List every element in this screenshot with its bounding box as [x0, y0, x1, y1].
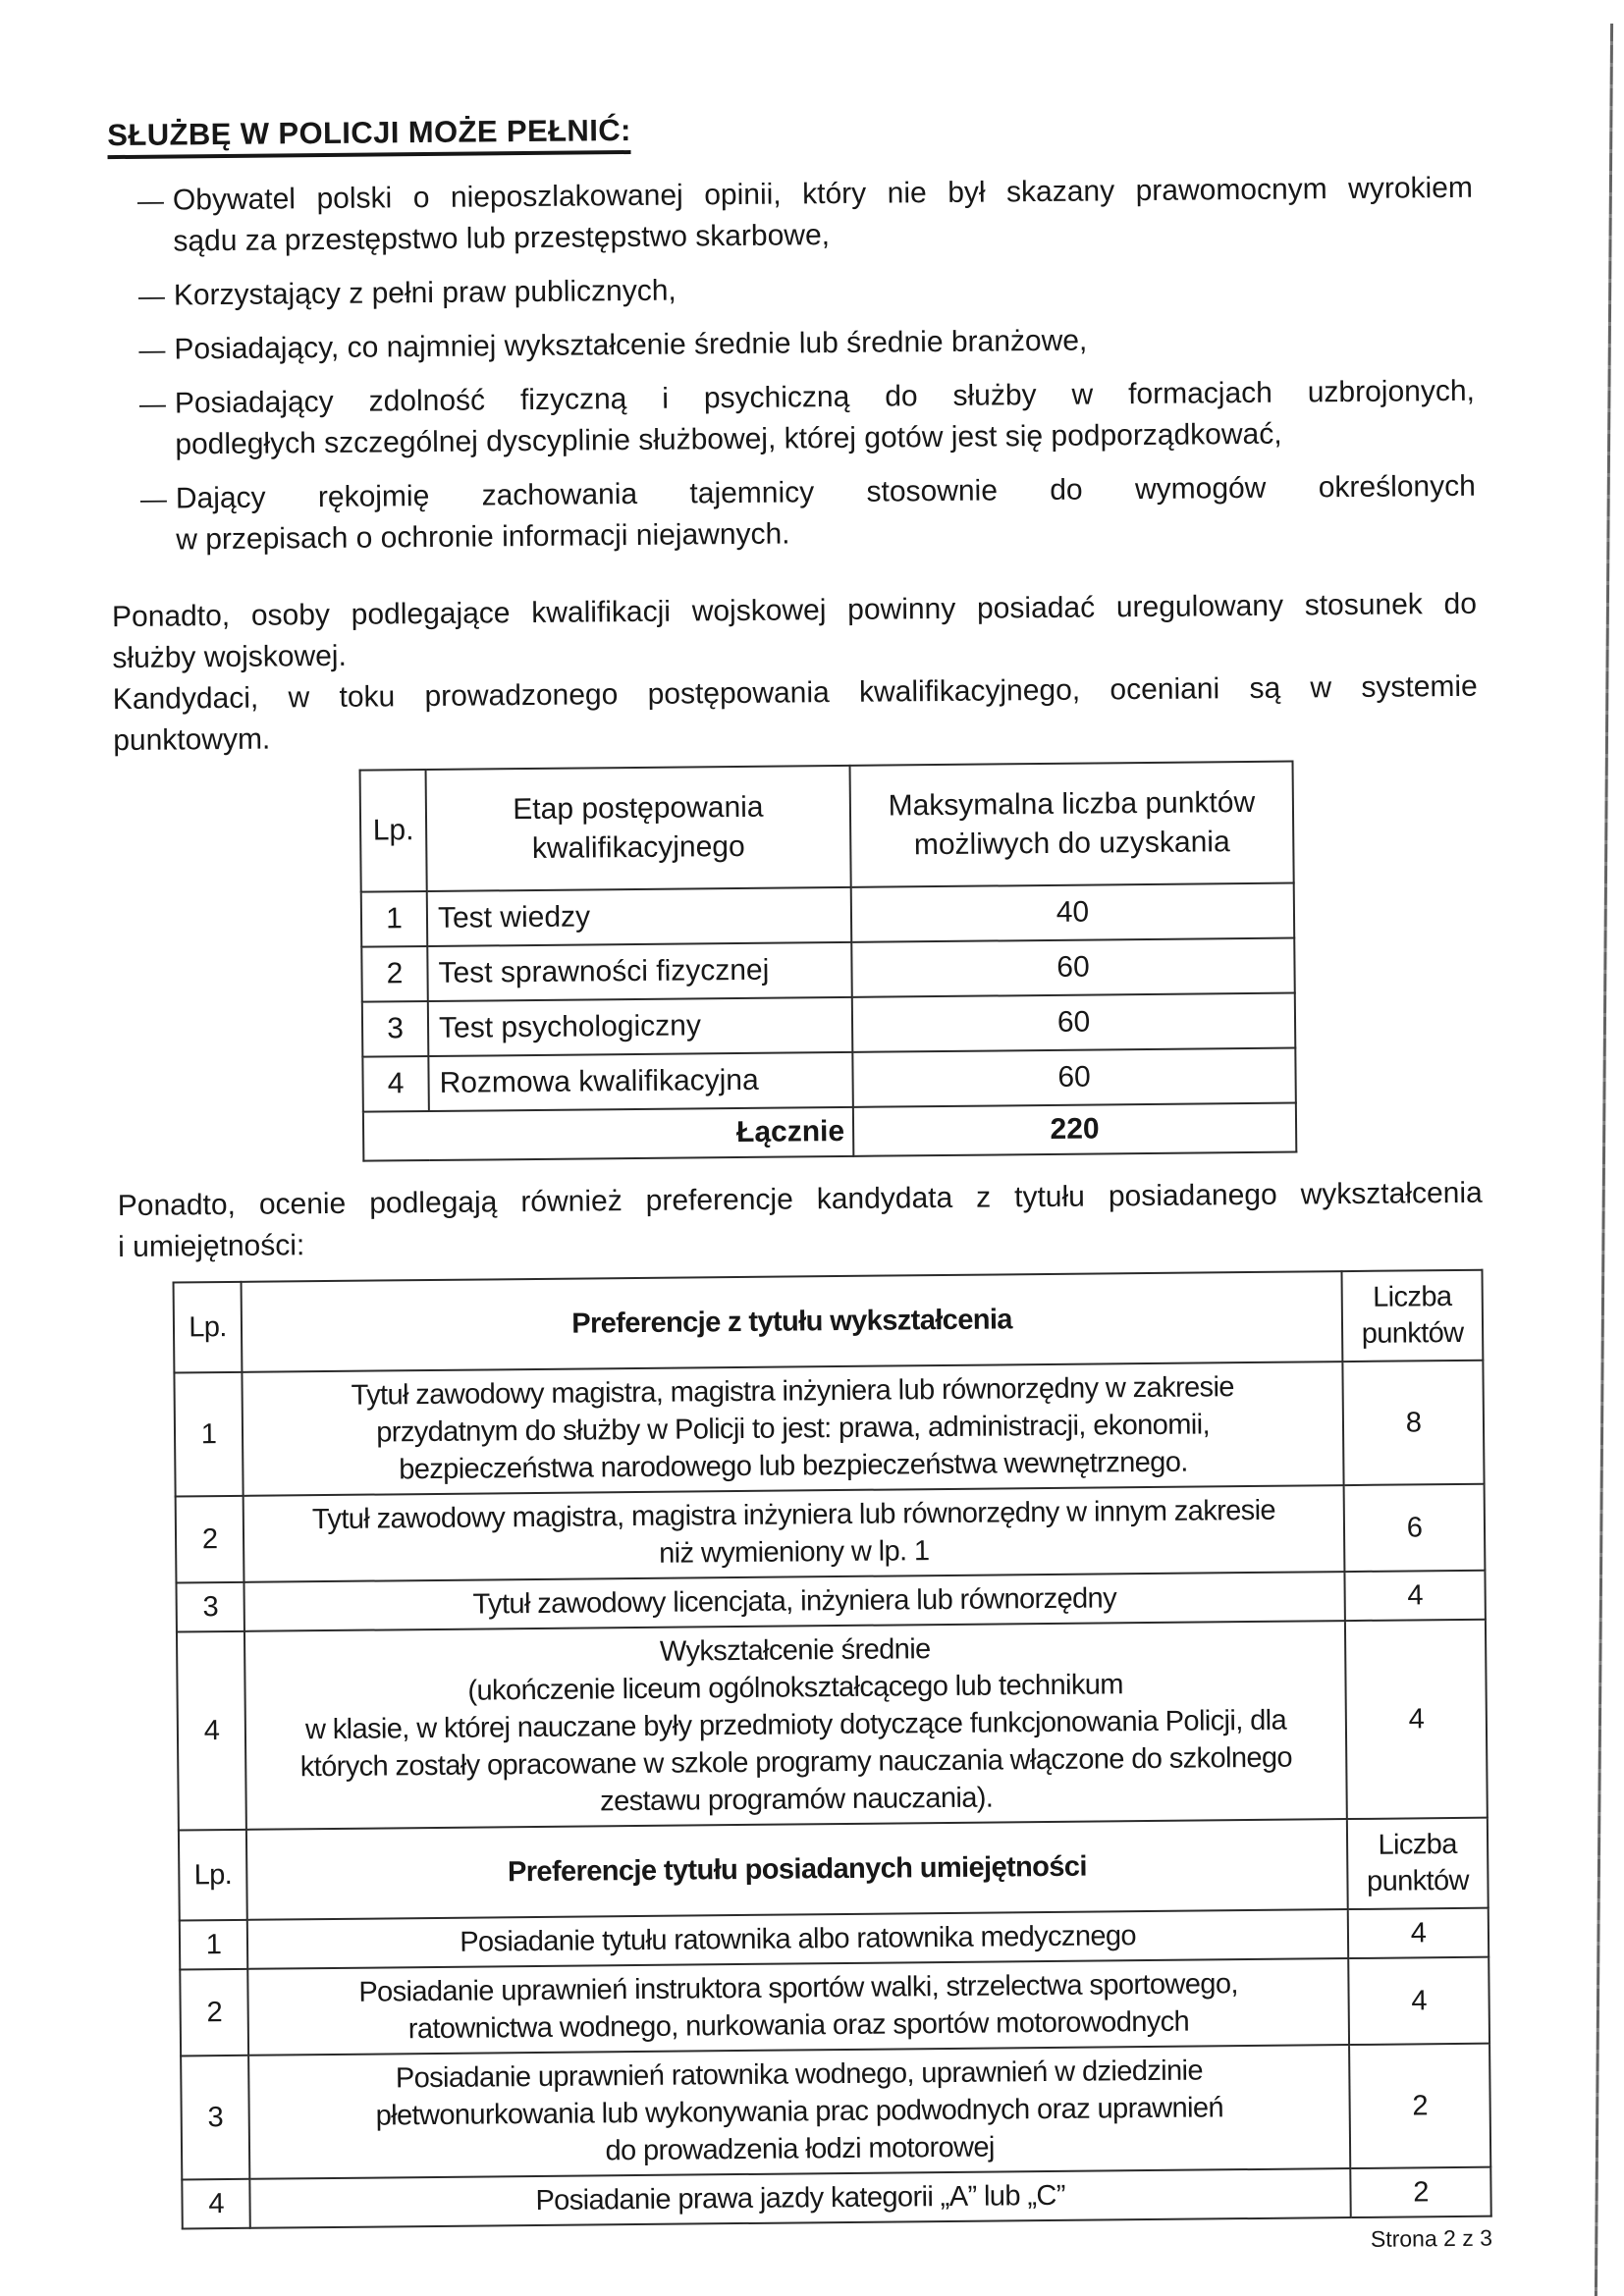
row-number: 1	[180, 1920, 248, 1970]
col-header-line: Etap postępowania	[513, 790, 764, 827]
bullet-dash: —	[138, 335, 166, 365]
preference-points: 2	[1350, 2167, 1490, 2217]
row-number: 2	[180, 1969, 248, 2056]
col-header-line: kwalifikacyjnego	[531, 829, 745, 865]
preference-line: w klasie, w której nauczane były przedmioty dotyczące funkcjonowania Policji, dla	[304, 1704, 1287, 1746]
total-points: 220	[853, 1103, 1296, 1156]
row-number: 2	[176, 1496, 244, 1583]
paragraph-line: służby wojskowej.	[112, 639, 348, 675]
stage-points: 60	[852, 1048, 1296, 1107]
col-header-points	[1347, 1818, 1489, 1909]
preference-text	[244, 1485, 1345, 1582]
preference-line: Posiadanie uprawnień ratownika wodnego, uprawnień w dziedzinie	[395, 2055, 1204, 2095]
table-header-row	[360, 762, 1294, 892]
row-number: 3	[362, 1001, 429, 1057]
list-item-line: podległych szczególnej dyscyplinie służbowej, której gotów jest się podporządkować,	[175, 417, 1282, 461]
education-header-row	[174, 1270, 1484, 1373]
bullet-dash: —	[138, 389, 167, 419]
list-item-line: Dający rękojmię zachowania tajemnicy stosownie do wymogów określonych	[175, 469, 1476, 515]
list-item-line: Korzystający z pełni praw publicznych,	[173, 274, 677, 312]
qualification-stages-table	[359, 761, 1298, 1162]
list-item-line: sądu za przestępstwo lub przestępstwo skarbowe,	[173, 219, 831, 258]
preference-line: Posiadanie prawa jazdy kategorii „A” lub „C”	[535, 2179, 1065, 2217]
preference-line: których zostały opracowane w szkole programy nauczania włączone do szkolnego	[299, 1741, 1293, 1784]
preference-points: 4	[1345, 1620, 1488, 1819]
list-item	[109, 263, 1474, 317]
col-header-points	[1342, 1270, 1484, 1362]
col-header-line: punktów	[1361, 1316, 1464, 1350]
preference-line: bezpieczeństwa narodowego lub bezpieczeństwa wewnętrznego.	[399, 1446, 1188, 1486]
preference-points: 8	[1342, 1361, 1484, 1485]
preference-text	[248, 2045, 1350, 2179]
preference-text	[247, 1958, 1349, 2056]
preference-line: Tytuł zawodowy magistra, magistra inżyniera lub równorzędny w zakresie	[351, 1371, 1235, 1412]
requirements-list	[108, 168, 1477, 561]
col-header-lp: Lp.	[174, 1282, 243, 1373]
col-header-line: Maksymalna liczba punktów	[888, 785, 1256, 823]
table-row	[361, 938, 1294, 1002]
list-item-line: Posiadający zdolność fizyczną i psychiczną do służby w formacjach uzbrojonych,	[174, 374, 1476, 420]
paragraph-line: Kandydaci, w toku prowadzonego postępowania kwalifikacyjnego, oceniani są w systemie	[112, 669, 1478, 717]
row-number: 1	[361, 891, 428, 947]
table-row	[361, 883, 1294, 947]
col-header-points	[850, 762, 1294, 887]
row-number: 2	[361, 946, 428, 1002]
list-item	[109, 317, 1474, 371]
table-row	[181, 2044, 1490, 2180]
list-item-line: Obywatel polski o nieposzlakowanej opinii, który nie był skazany prawomocnym wyrokiem	[172, 171, 1474, 217]
preference-line: Posiadanie tytułu ratownika albo ratownika medycznego	[460, 1920, 1137, 1958]
preference-points: 6	[1344, 1484, 1486, 1572]
stage-points: 60	[851, 938, 1295, 997]
stage-points: 40	[851, 883, 1295, 942]
preference-line: Tytuł zawodowy licencjata, inżyniera lub równorzędny	[472, 1582, 1117, 1621]
preference-line: płetwonurkowania lub wykonywania prac podwodnych oraz uprawnień	[375, 2092, 1224, 2132]
col-header-education: Preferencje z tytułu wykształcenia	[242, 1271, 1343, 1372]
table-row	[176, 1484, 1486, 1583]
preference-line: do prowadzenia łodzi motorowej	[605, 2131, 995, 2167]
page-number: Strona 2 z 3	[1370, 2224, 1493, 2252]
preference-line: zestawu programów nauczania).	[600, 1782, 994, 1818]
preference-text	[244, 1621, 1347, 1830]
col-header-line: Liczba	[1378, 1828, 1457, 1861]
col-header-lp: Lp.	[179, 1830, 247, 1921]
stage-name: Rozmowa kwalifikacyjna	[428, 1052, 853, 1111]
preference-line: ratownictwa wodnego, nurkowania oraz sportów motorowodnych	[407, 2005, 1190, 2046]
preference-points: 4	[1348, 1908, 1489, 1958]
row-number: 4	[362, 1056, 429, 1112]
row-number: 3	[181, 2056, 249, 2180]
table-row	[177, 1620, 1488, 1831]
list-item	[111, 466, 1477, 561]
table-total-row	[363, 1103, 1296, 1161]
stage-name: Test sprawności fizycznej	[427, 942, 852, 1001]
preference-points: 4	[1345, 1571, 1486, 1621]
list-item-line: w przepisach o ochronie informacji niejawnych.	[176, 517, 790, 557]
row-number: 1	[174, 1372, 243, 1497]
page-title: SŁUŻBĘ W POLICJI MOŻE PEŁNIĆ:	[107, 113, 631, 159]
col-header-lp: Lp.	[360, 770, 427, 892]
col-header-line: punktów	[1366, 1864, 1470, 1897]
bullet-dash: —	[136, 186, 165, 216]
preference-line: Tytuł zawodowy magistra, magistra inżyniera lub równorzędny w innym zakresie	[311, 1494, 1276, 1536]
preference-line: Wykształcenie średnie	[659, 1633, 931, 1668]
list-item	[110, 371, 1476, 466]
list-item-line: Posiadający, co najmniej wykształcenie średnie lub średnie branżowe,	[174, 324, 1088, 366]
bullet-dash: —	[139, 484, 168, 514]
row-number: 3	[176, 1582, 244, 1632]
row-number: 4	[182, 2179, 250, 2229]
preference-points: 2	[1349, 2044, 1490, 2168]
paragraph-line: i umiejętności:	[118, 1229, 305, 1264]
list-item	[108, 168, 1474, 263]
table-row	[174, 1361, 1484, 1497]
preference-line: (ukończenie liceum ogólnokształcącego lub technikum	[467, 1669, 1124, 1707]
paragraph-preferences	[118, 1173, 1484, 1268]
table-row	[362, 993, 1295, 1057]
row-number: 4	[177, 1631, 246, 1831]
preference-points: 4	[1348, 1957, 1489, 2045]
skills-header-row	[179, 1818, 1489, 1921]
stage-name: Test psychologiczny	[428, 997, 853, 1056]
paragraph-line: Ponadto, ocenie podlegają również preferencje kandydata z tytułu posiadanego wykształcenia	[117, 1176, 1483, 1223]
preference-line: przydatnym do służby w Policji to jest: prawa, administracji, ekonomii,	[376, 1409, 1211, 1449]
stage-points: 60	[852, 993, 1296, 1052]
col-header-stage	[426, 766, 851, 891]
preference-line: niż wymieniony w lp. 1	[659, 1535, 930, 1570]
preferences-table	[173, 1269, 1492, 2230]
preference-text	[243, 1362, 1344, 1496]
table-row	[362, 1048, 1295, 1112]
paragraph-line: Ponadto, osoby podlegające kwalifikacji wojskowej powinny posiadać uregulowany stosunek do	[111, 587, 1478, 634]
col-header-skills: Preferencje tytułu posiadanych umiejętności	[246, 1819, 1348, 1920]
preference-text	[249, 2168, 1350, 2228]
table-row	[180, 1957, 1489, 2056]
bullet-dash: —	[137, 281, 166, 311]
paragraph-military	[112, 584, 1479, 762]
stage-name: Test wiedzy	[427, 887, 852, 946]
col-header-line: możliwych do uzyskania	[913, 826, 1230, 862]
paragraph-line: punktowym.	[113, 722, 271, 758]
total-label: Łącznie	[363, 1107, 853, 1161]
preference-line: Posiadanie uprawnień instruktora sportów walki, strzelectwa sportowego,	[358, 1968, 1238, 2008]
col-header-line: Liczba	[1373, 1281, 1452, 1313]
